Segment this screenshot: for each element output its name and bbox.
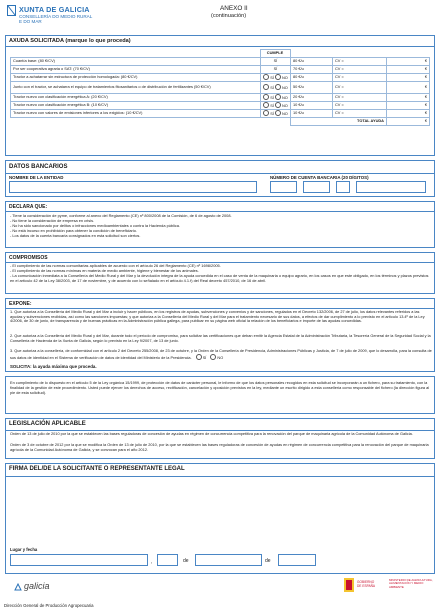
consent-no-radio[interactable] — [210, 354, 216, 360]
aid-row-amount — [387, 66, 430, 74]
aid-row — [11, 74, 430, 82]
expone-section — [5, 298, 435, 372]
aid-row-no-label: NO — [281, 95, 288, 101]
aid-row — [11, 102, 430, 110]
aid-row-rate: 10 €/u — [291, 102, 333, 110]
signature-section — [5, 463, 435, 574]
aid-row-currency: € — [424, 84, 427, 90]
aid-row-currency: € — [424, 74, 427, 80]
aid-total-currency: € — [424, 118, 427, 124]
aid-row-rate: 70 €/u — [291, 66, 333, 74]
aid-row-cv: CV = — [333, 110, 387, 118]
declare-title: DECLARA QUE: — [9, 204, 48, 210]
declare-item: - No tiene la consideración de empresa en crisis. — [10, 218, 95, 224]
aid-row-no-label: NO — [281, 85, 288, 91]
entity-field[interactable] — [9, 181, 257, 193]
account-label: NÚMERO DE CUENTA BANCARIA (20 DÍGITOS) — [270, 175, 369, 180]
entity-label: NOMBRE DE LA ENTIDAD — [9, 175, 64, 180]
bank-section — [5, 160, 435, 197]
aid-row-yes-label: SÍ — [270, 111, 274, 117]
aid-row-no-radio[interactable] — [275, 102, 281, 108]
xunta-emblem-icon — [7, 5, 16, 16]
month-field[interactable] — [195, 554, 262, 566]
account-branch-field[interactable] — [303, 181, 330, 193]
aid-row — [11, 110, 430, 118]
annex-title: ANEXO II — [220, 5, 248, 12]
privacy-text: En cumplimiento de lo dispuesto en el artículo 5 de la Ley orgánica 15/1999, de protección de datos de carácter personal, le informo de que los datos personales recogidos en esta solicitud se incorporarán a un fichero, para su tratamiento, con la finalidad de la gestión de este procedimiento. Usted puede ejercer los derechos de acceso, rectificación, cancelación y oposición previstos en la ley, mediante un escrito dirigido a esta consellería como responsable del fichero (la dirección figura al pie de esta solicitud). — [10, 381, 430, 395]
aid-row-cv: CV = — [333, 82, 387, 94]
place-field[interactable] — [10, 554, 148, 566]
aid-row-label: Tractor nuevo con valores de emisiones inferiores a los exigidos: (10 €/CV) — [11, 110, 261, 118]
commitments-list — [10, 264, 432, 284]
aid-row-no-label: NO — [281, 75, 288, 81]
aid-row — [11, 66, 430, 74]
legislation-title: LEGISLACIÓN APLICABLE — [9, 421, 86, 427]
aid-row-label: Por ser cooperativa agraria o SAT: (70 €/CV) — [11, 66, 261, 74]
aid-row-no-label: NO — [281, 111, 288, 117]
declare-item: - Los datos de la cuenta bancaria consignados en esta solicitud son ciertos. — [10, 233, 141, 239]
aid-row-mark-label: SÍ — [273, 58, 278, 64]
aid-section — [5, 35, 435, 156]
aid-row-currency: € — [424, 94, 427, 100]
aid-row-cv: CV = — [333, 66, 387, 74]
aid-row — [11, 82, 430, 94]
aid-row-yes-label: SÍ — [270, 75, 274, 81]
expone-p1: 1. Que autoriza a la Consellería del Medio Rural y del Mar a incluir y hacer públicos, en los registros de ayudas, subvenciones y convenios y de sanciones, regulados en el Decreto 132/2006, de 27 de julio, los datos relevantes referidos a las ayudas y subvenciones recibidas, así como las sanciones impuestas; y que autoriza a la Consellería del Medio Rural y del Mar para el tratamiento necesario de sus datos, a efectos de dar cumplimiento a lo previsto en el artículo 13.4º de la Ley 4/2006, de 30 de junio, de transparencia y de buenas prácticas en la Administración pública gallega, para publicar en su página web oficial la relación de los beneficiarios e importe de las ayudas concedidas. — [10, 310, 425, 324]
aid-row-no-radio[interactable] — [275, 84, 281, 90]
ministry-small1: GOBIERNO — [357, 580, 375, 584]
spain-coat-of-arms-icon — [344, 578, 354, 592]
expone-p2: 2. Que autoriza a la Consellería del Medio Rural y del Mar, durante todo el período de compromiso, para solicitar las certificaciones que deban emitir la Agencia Estatal de la Administración Tributaria, la Tesorería General de la Seguridad Social y la Consellería de Hacienda de la Xunta de Galicia, según lo previsto en la Ley 9/2007, de 13 de junio. — [10, 334, 431, 343]
aid-row — [11, 94, 430, 102]
commitments-title: COMPROMISOS — [9, 255, 48, 261]
galicia-logo — [14, 580, 64, 594]
place-date-label: Lugar y fecha — [10, 547, 38, 552]
dept-line1: CONSELLERÍA DO MEDIO RURAL — [19, 14, 93, 19]
aid-row-amount — [387, 110, 430, 118]
aid-title: AXUDA SOLICITADA (marque lo que proceda) — [9, 38, 131, 44]
aid-row-label: Tractor nuevo con clasificación energética B: (10 €/CV) — [11, 102, 261, 110]
aid-row-mark[interactable] — [261, 74, 291, 82]
aid-row-no-label: NO — [281, 103, 288, 109]
aid-row-amount — [387, 94, 430, 102]
aid-row-no-radio[interactable] — [275, 94, 281, 100]
aid-row-no-radio[interactable] — [275, 74, 281, 80]
signature-title: FIRMA DEL/DE LA SOLICITANTE O REPRESENTANTE LEGAL — [9, 466, 185, 472]
aid-row-label: Junto con el tractor, se achatarra el equipo de tratamientos fitosanitarios o de distribución de fertilizantes (50 €/CV) — [11, 82, 261, 94]
aid-row-yes-label: SÍ — [270, 103, 274, 109]
aid-total-row — [11, 118, 430, 126]
expone-title: EXPONE: — [9, 301, 32, 307]
aid-row-cv: CV = — [333, 74, 387, 82]
aid-row-yes-label: SÍ — [270, 95, 274, 101]
declare-list — [10, 213, 430, 238]
aid-row-label: Tractor nuevo con clasificación energética A: (20 €/CV) — [11, 94, 261, 102]
aid-row-rate: 80 €/u — [291, 58, 333, 66]
commitments-section — [5, 252, 435, 294]
aid-row-yes-radio[interactable] — [263, 102, 269, 108]
aid-row-currency: € — [424, 66, 427, 72]
aid-row-rate: 50 €/u — [291, 82, 333, 94]
aid-row-currency: € — [424, 110, 427, 116]
ministry-small2: DE ESPAÑA — [357, 584, 376, 588]
aid-row-mark[interactable] — [261, 82, 291, 94]
aid-row-mark-label: SÍ — [273, 66, 278, 72]
date-sep-comma: , — [151, 559, 153, 565]
solicita-text: SOLICITA: la ayuda máxima que proceda. — [10, 364, 97, 369]
bank-title: DATOS BANCARIOS — [9, 164, 68, 170]
date-sep-de2: de — [265, 558, 271, 564]
aid-row-currency: € — [424, 102, 427, 108]
aid-row-yes-radio[interactable] — [263, 74, 269, 80]
logo-title: XUNTA DE GALICIA — [19, 5, 90, 14]
aid-row-rate: 10 €/u — [291, 110, 333, 118]
expone-p3 — [10, 349, 432, 360]
ministry-text: MINISTERIO DE AGRICULTURA, ALIMENTACIÓN Y MEDIO AMBIENTE — [389, 578, 433, 589]
aid-row-label: Cuantía base: (80 €/CV) — [11, 58, 261, 66]
aid-row-currency: € — [424, 58, 427, 64]
aid-row-yes-radio[interactable] — [263, 84, 269, 90]
aid-row-no-radio[interactable] — [275, 110, 281, 116]
declare-section — [5, 201, 435, 248]
account-bank-field[interactable] — [270, 181, 297, 193]
commitment-item: - El cumplimiento de las normas comunitarias aplicables de acuerdo con el artículo 26 del Reglamento (CE) nº 1698/2005. — [10, 263, 221, 268]
ministry-logo — [344, 578, 434, 596]
aid-row-mark[interactable] — [261, 58, 291, 66]
footer-direction: Dirección General de Producción Agropecuaria — [4, 603, 94, 608]
aid-row-cv: CV = — [333, 94, 387, 102]
aid-row-mark[interactable] — [261, 110, 291, 118]
cumple-header: CUMPLE — [260, 50, 290, 58]
aid-row-amount — [387, 58, 430, 66]
declare-item: - Tiene la consideración de pyme, conforme al anexo del Reglamento (CE) nº 800/2008 de la Comisión, de 6 de agosto de 2008. — [10, 213, 232, 218]
aid-row — [11, 58, 430, 66]
aid-row-cv: CV = — [333, 102, 387, 110]
aid-row-cv: CV = — [333, 58, 387, 66]
consent-yes-label: SÍ — [202, 355, 207, 360]
commitment-item: - La comunicación inmediata a la Consellería del Medio Rural y del Mar y la devolución íntegra de la ayuda concedida en el caso de venta de la maquinaria o equipo agrario, en los casos en que este obligado, en los términos y plazos previstos en el artículo 42 de la Ley 38/2003, de 17 de noviembre, y de acuerdo con lo señalado en el artículo 4.1.f) del Real decreto 457/2010, de 16 de abril. — [10, 272, 429, 283]
aid-total-amount — [387, 118, 430, 126]
legislation-section — [5, 418, 435, 459]
dept-line2: E DO MAR — [19, 19, 42, 24]
expone-p3-text: 3. Que autoriza a la consellería, de conformidad con el artículo 2 del Decreto 255/2008, de 23 de octubre, y la Orden de la Consellería de Presidencia, Administraciones Públicas y Justicia, de 7 de julio de 2009, que lo desarrolla, para la consulta de sus datos de identidad en el Sistema de verificación de datos de identidad del Ministerio de la Presidencia. — [10, 349, 432, 360]
galicia-wordmark: galicia — [24, 581, 50, 591]
aid-row-yes-radio[interactable] — [263, 110, 269, 116]
aid-row-yes-label: SÍ — [270, 85, 274, 91]
commitment-item: - El cumplimiento de las normas mínimas en materia de medio ambiente, higiene y bienestar de los animales. — [10, 267, 199, 273]
aid-row-label: Tractor a achatarrar sin estructura de protección homologada: (80 €/CV) — [11, 74, 261, 82]
consent-yes-radio[interactable] — [196, 354, 202, 360]
galicia-shell-icon — [14, 583, 22, 591]
annex-subtitle: (continuación) — [211, 13, 247, 19]
aid-row-rate: 80 €/u — [291, 74, 333, 82]
legislation-p2: Orden de 3 de octubre de 2012 por la que se modifica la Orden de 13 de julio de 2010, por la que se establecen las bases reguladoras de concesión de ayudas en régimen de concurrencia competitiva para la renovación del parque de maquinaria agrícola de la Comunidad Autónoma de Galicia, y se convocan para el año 2012. — [10, 443, 429, 452]
aid-rows — [10, 57, 430, 126]
privacy-section — [5, 376, 435, 414]
aid-row-amount — [387, 74, 430, 82]
year-field[interactable] — [278, 554, 316, 566]
aid-row-amount — [387, 82, 430, 94]
declare-item: - No está incurso en prohibición para obtener la condición de beneficiario. — [10, 228, 137, 234]
consent-no-label: NO — [217, 355, 224, 360]
day-field[interactable] — [157, 554, 178, 566]
aid-row-mark[interactable] — [261, 66, 291, 74]
aid-row-rate: 20 €/u — [291, 94, 333, 102]
aid-row-amount — [387, 102, 430, 110]
account-number-field[interactable] — [356, 181, 426, 193]
date-sep-de1: de — [183, 558, 189, 564]
account-dc-field[interactable] — [336, 181, 350, 193]
aid-total-label: TOTAL AYUDA — [291, 118, 387, 126]
aid-row-mark[interactable] — [261, 94, 291, 102]
legislation-p1: Orden de 13 de julio de 2010 por la que se establecen las bases reguladoras de concesión de ayudas en régimen de concurrencia competitiva para la renovación del parque de maquinaria agrícola de la Comunidad Autónoma de Galicia. — [10, 432, 413, 436]
aid-row-yes-radio[interactable] — [263, 94, 269, 100]
declare-item: - No ha sido sancionado por delitos o infracciones medioambientales o contra la Hacienda pública. — [10, 223, 180, 229]
aid-row-mark[interactable] — [261, 102, 291, 110]
xunta-logo — [7, 5, 93, 25]
